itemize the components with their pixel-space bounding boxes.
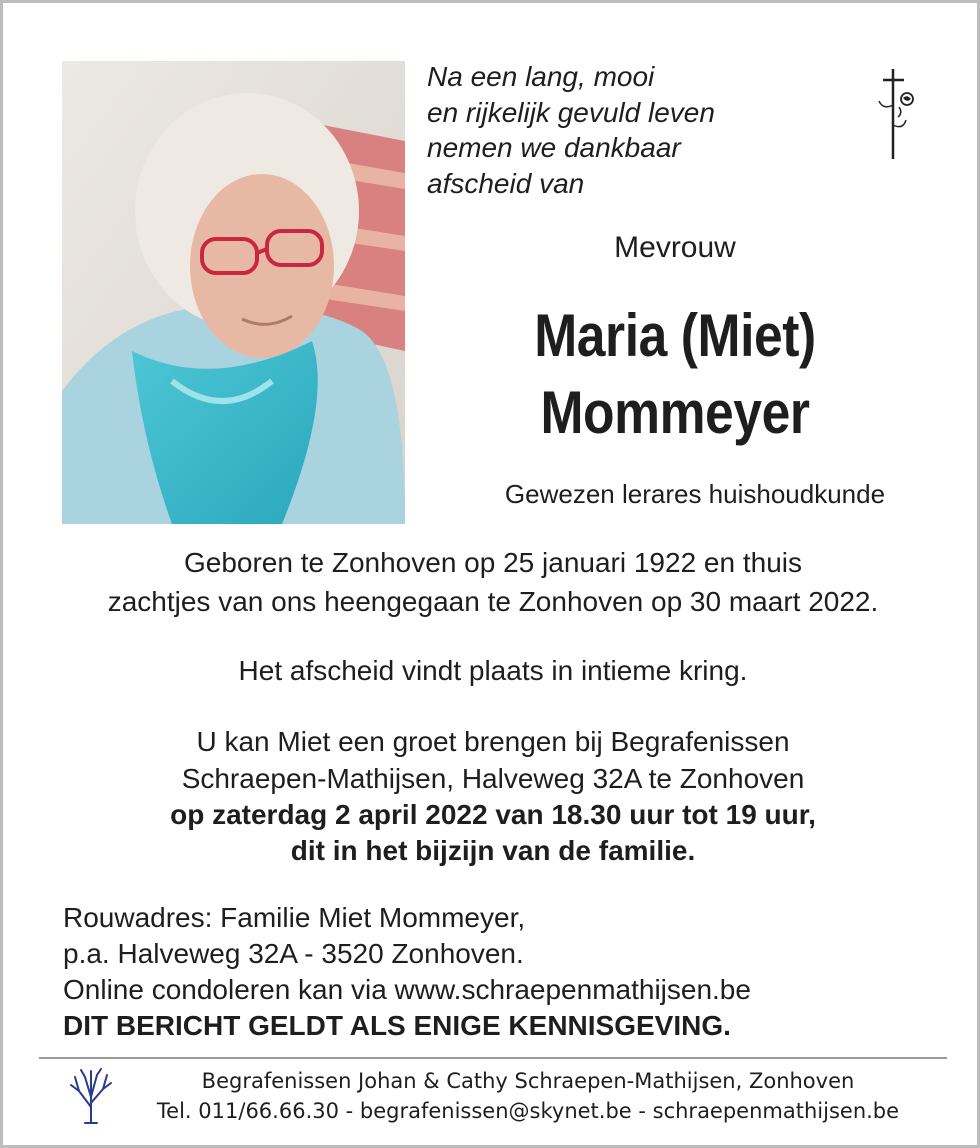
intro-line: nemen we dankbaar (427, 132, 681, 163)
tree-logo-icon (67, 1067, 115, 1125)
address-line-1: Rouwadres: Familie Miet Mommeyer, (63, 902, 526, 933)
intro-line: en rijkelijk gevuld leven (427, 96, 715, 128)
visit-date-line: op zaterdag 2 april 2022 van 18.30 uur tot 19 uur, (170, 799, 816, 830)
deceased-name-first: Maria (Miet) (534, 302, 816, 369)
notice-line: DIT BERICHT GELDT ALS ENIGE KENNISGEVING. (63, 1010, 731, 1041)
deceased-name-last: Mommeyer (540, 379, 810, 446)
visit-line-1: U kan Miet een groet brengen bij Begrafenissen (196, 726, 790, 757)
honorific: Mevrouw (614, 231, 736, 264)
occupation: Gewezen lerares huishoudkunde (504, 479, 886, 509)
visit-line-2: Schraepen-Mathijsen, Halveweg 32A te Zonhoven (181, 763, 805, 794)
portrait-photo (62, 61, 405, 524)
intro-line: Na een lang, mooi (427, 61, 655, 92)
portrait-illustration (62, 61, 405, 524)
cross-with-rose-icon (873, 65, 923, 165)
funeral-home-name: Begrafenissen Johan & Cathy Schraepen-Mathijsen, Zonhoven (201, 1069, 855, 1093)
visit-family-line: dit in het bijzijn van de familie. (290, 835, 696, 866)
farewell-line: Het afscheid vindt plaats in intieme kring. (238, 655, 748, 686)
condolence-line: Online condoleren kan via www.schraepenmathijsen.be (63, 974, 751, 1005)
intro-line: afscheid van (427, 167, 585, 199)
address-line-2: p.a. Halveweg 32A - 3520 Zonhoven. (63, 938, 524, 969)
footer-divider (39, 1057, 947, 1059)
birth-line-2: zachtjes van ons heengegaan te Zonhoven op 30 maart 2022. (107, 586, 879, 617)
funeral-home-contact: Tel. 011/66.66.30 - begrafenissen@skynet.be - schraepenmathijsen.be (156, 1099, 900, 1123)
birth-line-1: Geboren te Zonhoven op 25 januari 1922 en thuis (183, 547, 802, 578)
intro-verse (427, 59, 807, 201)
